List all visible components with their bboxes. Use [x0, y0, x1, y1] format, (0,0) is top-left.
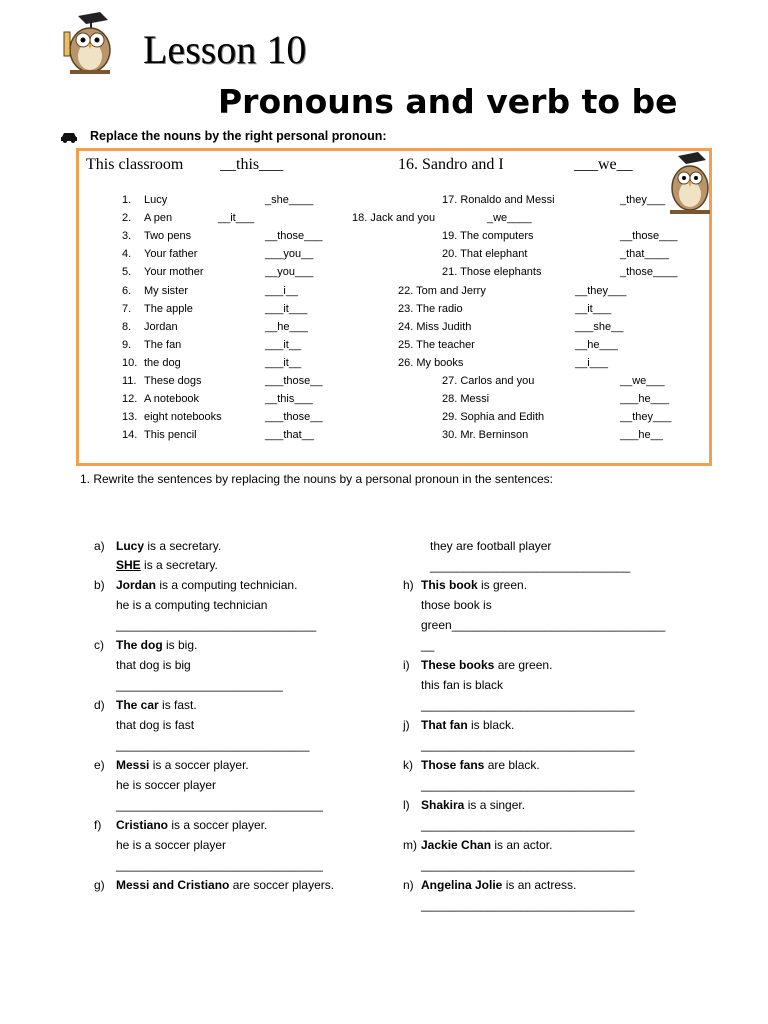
item-noun: 19. The computers	[442, 230, 534, 243]
item-answer[interactable]: ___it___	[265, 302, 308, 315]
item-answer[interactable]: ___that__	[265, 429, 314, 442]
rest-k: are black.	[484, 758, 540, 772]
item-answer[interactable]: ___she__	[575, 320, 624, 333]
sentence-a	[116, 539, 221, 553]
item-noun: 18. Jack and you	[352, 212, 436, 225]
sentence-k	[421, 758, 540, 772]
sentence-c	[116, 638, 197, 652]
item-answer[interactable]: __those___	[265, 230, 323, 243]
item-number: 1.	[122, 194, 132, 206]
item-noun: 28. Messi	[442, 393, 490, 406]
item-noun: the dog	[144, 356, 181, 369]
item-number: 8.	[122, 320, 132, 333]
sentence-h	[421, 578, 527, 592]
item-answer[interactable]: __he___	[575, 338, 618, 351]
label-c: c)	[94, 638, 104, 652]
sentence-i	[421, 658, 552, 672]
label-g: g)	[94, 878, 105, 892]
label-f: f)	[94, 818, 102, 832]
answer-h-1[interactable]: those book is	[421, 598, 492, 612]
item-answer[interactable]: __he___	[265, 320, 308, 333]
item-noun: 22. Tom and Jerry	[398, 284, 486, 297]
section2-instruction: 1. Rewrite the sentences by replacing the nouns by a personal pronoun in the sentences:	[80, 472, 553, 486]
line-j[interactable]: ________________________________	[421, 738, 635, 752]
item-answer[interactable]: __we___	[620, 375, 665, 387]
label-i: i)	[403, 658, 410, 672]
head-right-answer: ___we__	[574, 156, 633, 173]
head-left-noun: This classroom	[86, 156, 184, 173]
car-icon	[60, 130, 78, 146]
line-c: _________________________	[116, 678, 283, 692]
item-noun: 24. Miss Judith	[398, 320, 472, 333]
item-number: 13.	[122, 411, 138, 424]
item-answer[interactable]: _they___	[620, 194, 666, 206]
item-answer[interactable]: ___it__	[265, 356, 302, 369]
noun-j: That fan	[421, 718, 468, 732]
rest-a: is a secretary.	[144, 539, 222, 553]
rest-j: is black.	[467, 718, 515, 732]
item-answer[interactable]: ___it__	[265, 338, 302, 351]
line-m[interactable]: ________________________________	[421, 858, 635, 872]
item-number: 3.	[122, 230, 132, 243]
item-noun: The fan	[144, 338, 182, 351]
rest-d: is fast.	[158, 698, 197, 712]
item-answer[interactable]: __it___	[575, 302, 612, 315]
label-b: b)	[94, 578, 105, 592]
answer-a	[116, 558, 218, 572]
item-answer[interactable]: _she____	[265, 194, 314, 206]
noun-g: Messi and Cristiano	[116, 878, 230, 892]
item-answer[interactable]: __they___	[575, 284, 627, 297]
rest-l: is a singer.	[464, 798, 526, 812]
item-noun: These dogs	[144, 375, 202, 387]
item-noun: 21. Those elephants	[442, 266, 542, 279]
label-j: j)	[403, 718, 410, 732]
section1-instruction: Replace the nouns by the right personal pronoun:	[90, 129, 387, 143]
sentence-f	[116, 818, 267, 832]
item-number: 7.	[122, 302, 132, 315]
line-d: _____________________________	[116, 738, 310, 752]
answer-h-3: __	[421, 638, 435, 652]
sentence-l	[421, 798, 525, 812]
head-right-noun: 16. Sandro and I	[398, 156, 504, 173]
answer-i[interactable]: this fan is black	[421, 678, 504, 692]
item-answer[interactable]: __they___	[620, 411, 672, 424]
answer-h-2[interactable]: green________________________________	[421, 618, 666, 632]
item-noun: 25. The teacher	[398, 338, 475, 351]
rest-b: is a computing technician.	[156, 578, 298, 592]
answer-b[interactable]: he is a computing technician	[116, 598, 268, 612]
item-answer[interactable]: __those___	[620, 230, 678, 243]
answer-g[interactable]: they are football player	[430, 539, 552, 553]
noun-c: The dog	[116, 638, 163, 652]
line-g: ______________________________	[430, 559, 631, 573]
item-answer[interactable]: ___he___	[620, 393, 669, 406]
noun-e: Messi	[116, 758, 150, 772]
page-title: Pronouns and verb to be	[218, 82, 678, 121]
line-e: _______________________________	[116, 798, 323, 812]
noun-d: The car	[116, 698, 159, 712]
item-number: 5.	[122, 266, 132, 279]
lesson-number: Lesson 10	[143, 27, 307, 72]
rest-n: is an actress.	[502, 878, 577, 892]
rest-c: is big.	[162, 638, 198, 652]
sentence-g	[116, 878, 334, 892]
item-noun: A notebook	[144, 393, 200, 406]
answer-f[interactable]: he is a soccer player	[116, 838, 227, 852]
label-h: h)	[403, 578, 414, 592]
item-noun: This pencil	[144, 429, 197, 442]
pronoun-a: SHE	[116, 558, 141, 572]
label-m: m)	[403, 838, 417, 852]
item-answer[interactable]: ___i__	[265, 284, 299, 297]
sentence-m	[421, 838, 552, 852]
rest-i: are green.	[494, 658, 553, 672]
item-answer[interactable]: __this___	[265, 393, 313, 406]
item-noun: eight notebooks	[144, 411, 222, 424]
item-noun: 29. Sophia and Edith	[442, 411, 545, 424]
item-answer[interactable]: __you___	[265, 266, 314, 279]
sentence-d	[116, 698, 197, 712]
rest-f: is a soccer player.	[168, 818, 268, 832]
answer-rest-a: is a secretary.	[140, 558, 218, 572]
noun-n: Angelina Jolie	[421, 878, 503, 892]
rest-h: is green.	[477, 578, 528, 592]
item-number: 2.	[122, 212, 132, 225]
item-number: 12.	[122, 393, 138, 406]
item-noun: A pen	[144, 212, 173, 225]
line-k[interactable]: ________________________________	[421, 778, 635, 792]
item-noun: 17. Ronaldo and Messi	[442, 194, 555, 206]
label-k: k)	[403, 758, 413, 772]
item-noun: Lucy	[144, 194, 168, 206]
item-answer[interactable]: _those____	[620, 266, 678, 279]
answer-d[interactable]: that dog is fast	[116, 718, 195, 732]
line-b: ______________________________	[116, 618, 317, 632]
item-noun: My sister	[144, 284, 188, 297]
item-number: 11.	[122, 375, 137, 387]
item-noun: 30. Mr. Berninson	[442, 429, 529, 442]
item-answer[interactable]: ___he__	[620, 429, 663, 442]
item-number: 14.	[122, 429, 138, 442]
item-noun: Your mother	[144, 266, 204, 279]
sentence-j	[421, 718, 514, 732]
sentence-e	[116, 758, 249, 772]
item-noun: The apple	[144, 302, 193, 315]
rest-e: is a soccer player.	[149, 758, 249, 772]
rest-g: are soccer players.	[229, 878, 335, 892]
sentence-b	[116, 578, 297, 592]
line-l[interactable]: ________________________________	[421, 818, 635, 832]
item-noun: Jordan	[144, 320, 178, 333]
item-noun: 26. My books	[398, 356, 464, 369]
owl-graduate-logo-small	[664, 150, 714, 216]
line-f: _______________________________	[116, 858, 323, 872]
noun-h: This book	[421, 578, 478, 592]
item-number: 6.	[122, 284, 132, 297]
item-answer[interactable]: __it___	[218, 212, 255, 225]
line-i: ________________________________	[421, 698, 635, 712]
item-noun: 20. That elephant	[442, 248, 528, 261]
noun-m: Jackie Chan	[421, 838, 492, 852]
noun-k: Those fans	[421, 758, 485, 772]
answer-e[interactable]: he is soccer player	[116, 778, 217, 792]
label-a: a)	[94, 539, 105, 553]
noun-i: These books	[421, 658, 495, 672]
rest-m: is an actor.	[491, 838, 553, 852]
label-n: n)	[403, 878, 414, 892]
head-left-answer: __this___	[220, 156, 284, 173]
noun-f: Cristiano	[116, 818, 169, 832]
item-noun: Your father	[144, 248, 198, 261]
noun-b: Jordan	[116, 578, 157, 592]
item-noun: Two pens	[144, 230, 192, 243]
noun-l: Shakira	[421, 798, 465, 812]
answer-c[interactable]: that dog is big	[116, 658, 191, 672]
item-answer[interactable]: __i___	[575, 356, 609, 369]
item-noun: 23. The radio	[398, 302, 463, 315]
item-answer[interactable]: _we____	[487, 212, 532, 225]
item-number: 10.	[122, 356, 138, 369]
noun-a: Lucy	[116, 539, 145, 553]
item-answer[interactable]: ___those__	[265, 411, 323, 424]
item-number: 9.	[122, 338, 132, 351]
item-number: 4.	[122, 248, 132, 261]
item-noun: 27. Carlos and you	[442, 375, 535, 387]
owl-graduate-logo	[56, 10, 118, 76]
line-n[interactable]: ________________________________	[421, 898, 635, 912]
item-answer[interactable]: ___those__	[265, 375, 323, 387]
item-answer[interactable]: ___you__	[265, 248, 314, 261]
label-l: l)	[403, 798, 410, 812]
item-answer[interactable]: _that____	[620, 248, 669, 261]
label-d: d)	[94, 698, 105, 712]
sentence-n	[421, 878, 576, 892]
label-e: e)	[94, 758, 105, 772]
